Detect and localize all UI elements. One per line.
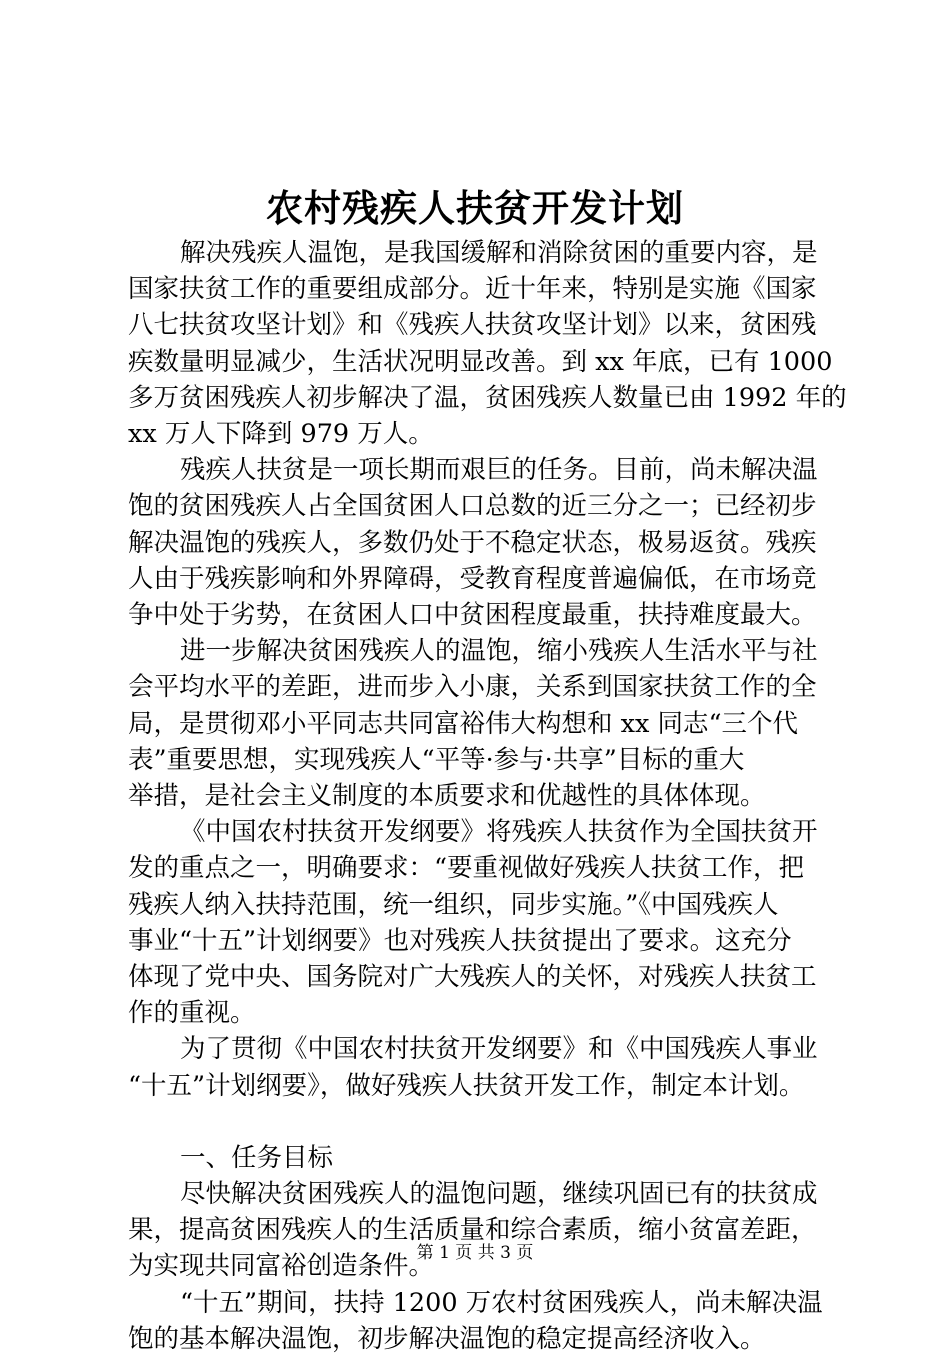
paragraph-4: [128, 814, 828, 1031]
paragraph-spacer: [128, 1104, 828, 1140]
text-line: 表”重要思想，实现残疾人“平等·参与·共享”目标的重大: [128, 744, 745, 775]
text-line: 举措，是社会主义制度的本质要求和优越性的具体体现。: [128, 781, 766, 812]
text-line: 残疾人扶贫是一项长期而艰巨的任务。目前，尚未解决温: [180, 455, 818, 486]
text-line: 作的重视。: [128, 998, 256, 1029]
text-line: 八七扶贫攻坚计划》和《残疾人扶贫攻坚计划》以来，贫困残: [128, 310, 817, 341]
paragraph-1: [128, 235, 847, 452]
paragraph-5: [128, 1031, 828, 1103]
text-line: 果，提高贫困残疾人的生活质量和综合素质，缩小贫富差距，: [128, 1215, 817, 1246]
text-line: 解决温饱的残疾人，多数仍处于不稳定状态，极易返贫。残疾: [128, 527, 817, 558]
text-line: 多万贫困残疾人初步解决了温，贫困残疾人数量已由 1992 年的: [128, 382, 847, 413]
page-footer: 第 1 页 共 3 页: [416, 1243, 534, 1263]
text-line: 饱的基本解决温饱，初步解决温饱的稳定提高经济收入。: [128, 1323, 766, 1354]
paragraph-3: [128, 633, 828, 814]
text-line: 会平均水平的差距，进而步入小康，关系到国家扶贫工作的全: [128, 672, 817, 703]
text-line: 事业“十五”计划纲要》也对残疾人扶贫提出了要求。这充分: [128, 925, 792, 956]
text-line: 国家扶贫工作的重要组成部分。近十年来，特别是实施《国家: [128, 274, 817, 305]
text-line: 尽快解决贫困残疾人的温饱问题，继续巩固已有的扶贫成: [180, 1179, 818, 1210]
text-line: 局，是贯彻邓小平同志共同富裕伟大构想和 xx 同志“三个代: [128, 708, 799, 739]
section-paragraph-2: [128, 1285, 828, 1357]
text-line: 发的重点之一，明确要求：“要重视做好残疾人扶贫工作，把: [128, 853, 805, 884]
text-line: 疾数量明显减少，生活状况明显改善。到 xx 年底，已有 1000: [128, 346, 833, 377]
text-line: 进一步解决贫困残疾人的温饱，缩小残疾人生活水平与社: [180, 636, 818, 667]
paragraph-2: [128, 452, 828, 633]
text-line: 为实现共同富裕创造条件。: [128, 1251, 435, 1282]
section-heading: 一、任务目标: [180, 1142, 334, 1173]
document-title: 农村残疾人扶贫开发计划: [266, 186, 684, 230]
text-line: “十五”计划纲要》，做好残疾人扶贫开发工作，制定本计划。: [128, 1070, 805, 1101]
document-body: [128, 235, 847, 1357]
section-paragraph-1: [128, 1176, 828, 1285]
text-line: “十五”期间，扶持 1200 万农村贫困残疾人，尚未解决温: [180, 1287, 823, 1318]
text-line: 人由于残疾影响和外界障碍，受教育程度普遍偏低，在市场竞: [128, 563, 817, 594]
text-line: 解决残疾人温饱，是我国缓解和消除贫困的重要内容，是: [180, 238, 818, 268]
text-line: 体现了党中央、国务院对广大残疾人的关怀，对残疾人扶贫工: [128, 962, 817, 993]
text-line: xx 万人下降到 979 万人。: [128, 419, 434, 450]
text-line: 为了贯彻《中国农村扶贫开发纲要》和《中国残疾人事业: [180, 1034, 818, 1065]
text-line: 争中处于劣势，在贫困人口中贫困程度最重，扶持难度最大。: [128, 600, 817, 631]
text-line: 饱的贫困残疾人占全国贫困人口总数的近三分之一；已经初步: [128, 491, 817, 522]
text-line: 残疾人纳入扶持范围，统一组织，同步实施。”《中国残疾人: [128, 889, 779, 920]
text-line: 《中国农村扶贫开发纲要》将残疾人扶贫作为全国扶贫开: [180, 817, 818, 848]
